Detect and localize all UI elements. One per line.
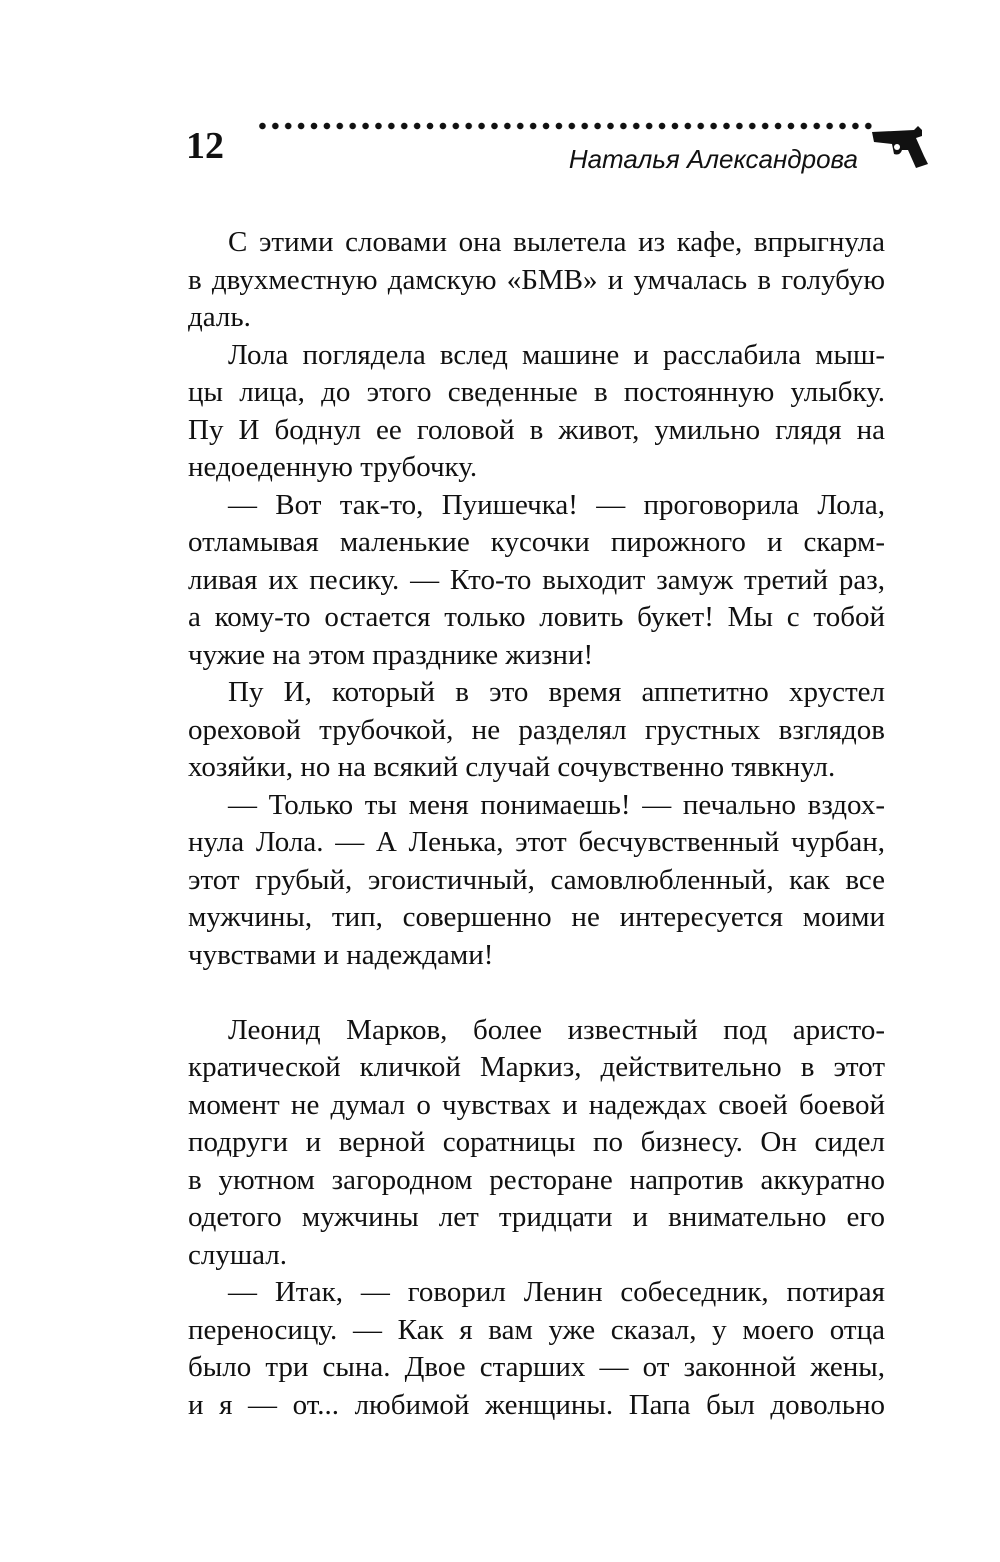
text-line: и я — от... любимой женщины. Папа был довольно [188, 1388, 885, 1421]
dotted-rule [256, 120, 876, 132]
running-head-author: Наталья Александрова [568, 144, 858, 174]
text-line: даль. [188, 301, 251, 333]
page-number: 12 [186, 125, 224, 167]
text-line: хозяйки, но на всякий случай сочувственно тявкнул. [188, 751, 836, 783]
text-line: кратической кличкой Маркиз, действительно в этот [188, 1051, 885, 1083]
text-line: Пу И, который в это время аппетитно хрустел [228, 676, 885, 708]
text-line: в уютном загородном ресторане напротив аккуратно [188, 1163, 885, 1196]
text-line: ливая их песику. — Кто-то выходит замуж третий раз, [188, 563, 885, 596]
text-line: в двухместную дамскую «БМВ» и умчалась в голубую [188, 263, 885, 296]
text-line: недоеденную трубочку. [188, 451, 478, 483]
text-line: слушал. [188, 1238, 288, 1271]
text-line: — Только ты меня понимаешь! — печально вздох- [228, 788, 885, 821]
revolver-icon [872, 126, 930, 168]
text-line: отламывая маленькие кусочки пирожного и скарм- [188, 526, 885, 558]
text-line: цы лица, до этого сведенные в постоянную улыбку. [188, 376, 885, 408]
text-line: — Итак, — говорил Ленин собеседник, потирая [228, 1276, 885, 1308]
text-line: нула Лола. — А Ленька, этот бесчувственный чурбан, [188, 826, 885, 858]
text-line: С этими словами она вылетела из кафе, впрыгнула [228, 226, 885, 258]
text-line: момент не думал о чувствах и надеждах своей боевой [188, 1088, 885, 1121]
text-line: Лола поглядела вслед машине и расслабила мыш- [228, 338, 885, 371]
text-line: Леонид Марков, более известный под аристо- [228, 1013, 885, 1046]
text-line: переносицу. — Как я вам уже сказал, у моего отца [188, 1313, 885, 1346]
body-text [188, 224, 885, 1424]
text-line: подруги и верной соратницы по бизнесу. Он сидел [188, 1126, 885, 1158]
text-line: одетого мужчины лет тридцати и внимательно его [188, 1201, 885, 1233]
text-line: было три сына. Двое старших — от законной жены, [188, 1351, 885, 1383]
text-line: чужие на этом празднике жизни! [188, 638, 594, 671]
section-break [188, 974, 885, 1012]
text-line: а кому-то остается только ловить букет! Мы с тобой [188, 601, 885, 633]
text-line: ореховой трубочкой, не разделял грустных взглядов [188, 713, 885, 746]
text-line: мужчины, тип, совершенно не интересуется моими [188, 901, 885, 933]
text-line: чувствами и надеждами! [188, 938, 494, 971]
text-line: Пу И боднул ее головой в живот, умильно глядя на [188, 413, 885, 446]
text-line: этот грубый, эгоистичный, самовлюбленный, как все [188, 863, 885, 896]
text-line: — Вот так-то, Пуишечка! — проговорила Лола, [228, 488, 885, 521]
